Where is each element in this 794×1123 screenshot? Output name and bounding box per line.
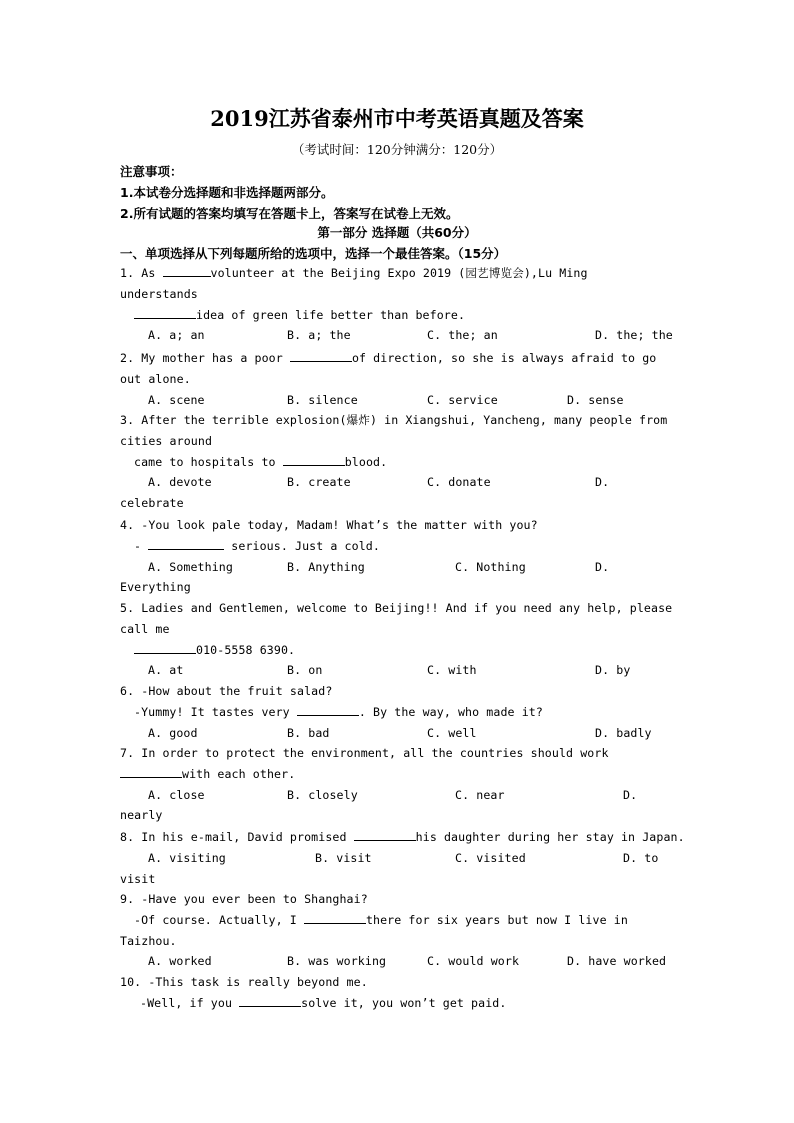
question-text: idea of green life better than before. xyxy=(196,307,466,322)
answer-blank xyxy=(163,265,211,277)
question-text: cities around xyxy=(120,433,213,448)
question-9 xyxy=(120,889,675,972)
question-text: with each other. xyxy=(182,766,296,781)
answer-blank xyxy=(283,454,345,466)
option-d: D. xyxy=(595,475,610,490)
page-title: 2019江苏省泰州市中考英语真题及答案 xyxy=(210,106,584,131)
option-a: A. good xyxy=(148,725,198,740)
notes-item-2: 2.所有试题的答案均填写在答题卡上，答案写在试卷上无效。 xyxy=(120,206,459,221)
question-10 xyxy=(120,972,675,1014)
option-d: D. xyxy=(623,787,638,802)
option-d-continued: nearly xyxy=(120,808,163,823)
question-text: came to hospitals to xyxy=(134,454,276,469)
question-text: serious. Just a cold. xyxy=(231,538,380,553)
option-d: D. xyxy=(595,559,610,574)
option-c: C. would work xyxy=(427,954,520,969)
question-text: of direction, so she is always afraid to go xyxy=(351,351,657,365)
question-1 xyxy=(120,263,675,346)
question-text: out alone. xyxy=(120,371,191,386)
option-d: D. the; the xyxy=(595,328,673,343)
question-text: there for six years but now I live in xyxy=(365,912,628,927)
question-5 xyxy=(120,598,675,681)
option-b: B. Anything xyxy=(287,559,365,574)
answer-blank xyxy=(354,829,416,841)
question-text: blood. xyxy=(344,454,388,469)
options-row xyxy=(120,557,675,578)
option-d: D. to xyxy=(623,850,659,865)
question-6 xyxy=(120,681,675,743)
question-text: -Well, if you xyxy=(140,995,233,1010)
answer-blank xyxy=(148,538,224,550)
option-b: B. a; the xyxy=(287,328,351,343)
option-a: A. visiting xyxy=(148,850,226,865)
option-b: B. silence xyxy=(287,392,358,407)
question-text: - xyxy=(134,538,142,553)
question-text: solve it, you won’t get paid. xyxy=(301,995,507,1010)
option-a: A. Something xyxy=(148,559,233,574)
answer-blank xyxy=(239,995,301,1007)
question-text: 1. As xyxy=(120,266,156,280)
answer-blank xyxy=(304,912,366,924)
option-a: A. a; an xyxy=(148,328,205,343)
exam-subtitle: （考试时间：120分钟满分：120分） xyxy=(291,142,503,157)
option-c: C. donate xyxy=(427,475,491,490)
option-a: A. devote xyxy=(148,475,212,490)
question-text: volunteer at the Beijing Expo 2019 (园艺博览会),Lu Ming xyxy=(210,266,588,280)
option-b: B. create xyxy=(287,475,351,490)
notes-block xyxy=(120,161,680,224)
option-c: C. Nothing xyxy=(455,559,526,574)
option-d-continued: celebrate xyxy=(120,496,184,511)
question-text: 3. After the terrible explosion(爆炸) in Xiangshui, Yancheng, many people from xyxy=(120,413,668,427)
question-text: 5. Ladies and Gentlemen, welcome to Beijing!! And if you need any help, please xyxy=(120,601,673,615)
option-d-continued: Everything xyxy=(120,580,191,595)
options-row xyxy=(120,390,675,411)
question-4 xyxy=(120,515,675,598)
answer-blank xyxy=(134,642,196,654)
question-text: call me xyxy=(120,621,170,636)
question-8 xyxy=(120,827,685,889)
question-3 xyxy=(120,410,675,514)
notes-heading: 注意事项： xyxy=(120,164,183,179)
option-c: C. near xyxy=(455,787,505,802)
answer-blank xyxy=(134,307,196,319)
notes-item-1: 1.本试卷分选择题和非选择题两部分。 xyxy=(120,185,334,200)
question-2 xyxy=(120,348,675,410)
option-d: D. by xyxy=(595,663,631,678)
option-d: D. have worked xyxy=(567,954,667,969)
question-text: . By the way, who made it? xyxy=(358,704,543,719)
options-row xyxy=(120,723,675,744)
option-c: C. service xyxy=(427,392,498,407)
question-text: 10. -This task is really beyond me. xyxy=(120,975,368,989)
option-c: C. visited xyxy=(455,850,526,865)
answer-blank xyxy=(297,704,359,716)
options-row xyxy=(120,660,675,681)
question-text: 6. -How about the fruit salad? xyxy=(120,684,333,698)
option-b: B. on xyxy=(287,663,323,678)
option-a: A. worked xyxy=(148,954,212,969)
answer-blank xyxy=(290,350,352,362)
question-text: understands xyxy=(120,286,198,301)
question-text: his daughter during her stay in Japan. xyxy=(415,830,685,844)
option-a: A. scene xyxy=(148,392,205,407)
option-c: C. the; an xyxy=(427,328,498,343)
option-b: B. visit xyxy=(315,850,372,865)
question-text: 8. In his e-mail, David promised xyxy=(120,830,347,844)
question-text: Taizhou. xyxy=(120,933,177,948)
option-d-continued: visit xyxy=(120,871,156,886)
option-b: B. closely xyxy=(287,787,358,802)
question-text: -Yummy! It tastes very xyxy=(134,704,290,719)
option-d: D. badly xyxy=(595,725,652,740)
question-text: 010-5558 6390. xyxy=(196,642,296,657)
option-c: C. with xyxy=(427,663,477,678)
question-text: 2. My mother has a poor xyxy=(120,351,283,365)
question-text: 9. -Have you ever been to Shanghai? xyxy=(120,892,368,906)
options-row xyxy=(120,472,675,493)
question-text: -Of course. Actually, I xyxy=(134,912,297,927)
option-b: B. bad xyxy=(287,725,330,740)
option-b: B. was working xyxy=(287,954,387,969)
option-d: D. sense xyxy=(567,392,624,407)
option-c: C. well xyxy=(427,725,477,740)
question-text: 4. -You look pale today, Madam! What’s the matter with you? xyxy=(120,518,538,532)
option-a: A. at xyxy=(148,663,184,678)
answer-blank xyxy=(120,766,182,778)
question-7 xyxy=(120,743,675,826)
section-heading: 一、单项选择从下列每题所给的选项中，选择一个最佳答案。（15分） xyxy=(120,246,507,261)
option-a: A. close xyxy=(148,787,205,802)
options-row xyxy=(120,951,675,972)
options-row xyxy=(120,848,675,869)
part-heading: 第一部分 选择题（共60分） xyxy=(317,225,477,240)
options-row xyxy=(120,325,675,346)
question-text: 7. In order to protect the environment, all the countries should work xyxy=(120,746,609,760)
options-row xyxy=(120,785,675,806)
